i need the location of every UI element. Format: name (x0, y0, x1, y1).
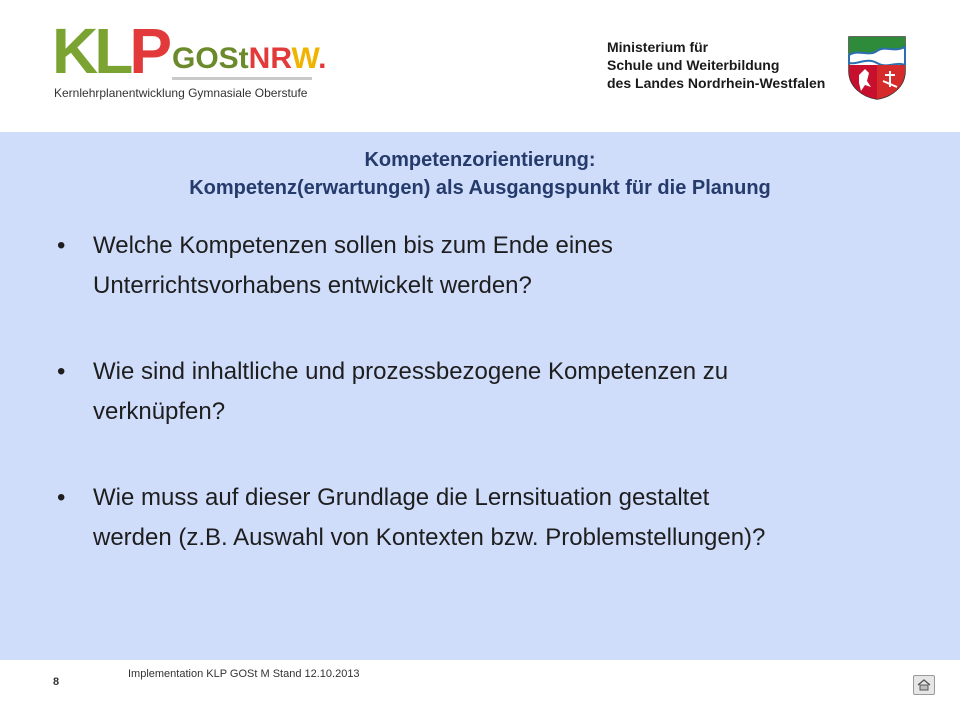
klp-gost-nrw-logo (52, 15, 327, 100)
footer-note: Implementation KLP GOSt M Stand 12.10.2013 (128, 668, 360, 680)
ministry-line: Schule und Weiterbildung (607, 57, 780, 73)
home-button[interactable] (913, 675, 935, 695)
bullet-text-line: Wie muss auf dieser Grundlage die Lernsituation gestaltet (93, 484, 710, 511)
ministry-line: Ministerium für (607, 39, 709, 55)
logo-underline (172, 77, 312, 80)
bullet-item (57, 478, 917, 558)
bullet-text-line: Wie sind inhaltliche und prozessbezogene Kompetenzen zu (93, 358, 729, 385)
slide-title-line: Kompetenz(erwartungen) als Ausgangspunkt für die Planung (189, 177, 771, 199)
bullet-item (57, 226, 917, 306)
nrw-coat-of-arms-icon (845, 35, 909, 101)
logo-brand-text: GOStNRW. (172, 42, 327, 75)
bullet-marker: • (57, 358, 66, 385)
slide-title-line: Kompetenzorientierung: (364, 149, 596, 171)
bullet-marker: • (57, 232, 66, 259)
bullet-text-line: Welche Kompetenzen sollen bis zum Ende eines (93, 232, 613, 259)
logo-letter-l: L (94, 15, 130, 87)
bullet-marker: • (57, 484, 66, 511)
bullet-text-line: Unterrichtsvorhabens entwickelt werden? (93, 272, 532, 299)
ministry-name (607, 38, 825, 92)
home-icon (917, 679, 931, 691)
slide-title (0, 146, 960, 202)
slide-header (0, 0, 960, 132)
bullet-text-line: verknüpfen? (93, 398, 226, 425)
bullet-list (57, 226, 917, 604)
bullet-item (57, 352, 917, 432)
logo-subtitle: Kernlehrplanentwicklung Gymnasiale Oberstufe (54, 86, 308, 100)
logo-letter-k: K (52, 15, 95, 87)
logo-letter-p: P (129, 15, 168, 87)
bullet-text-line: werden (z.B. Auswahl von Kontexten bzw. Problemstellungen)? (93, 524, 766, 551)
ministry-line: des Landes Nordrhein-Westfalen (607, 75, 826, 91)
klp-letters (52, 15, 168, 87)
page-number: 8 (53, 676, 60, 688)
